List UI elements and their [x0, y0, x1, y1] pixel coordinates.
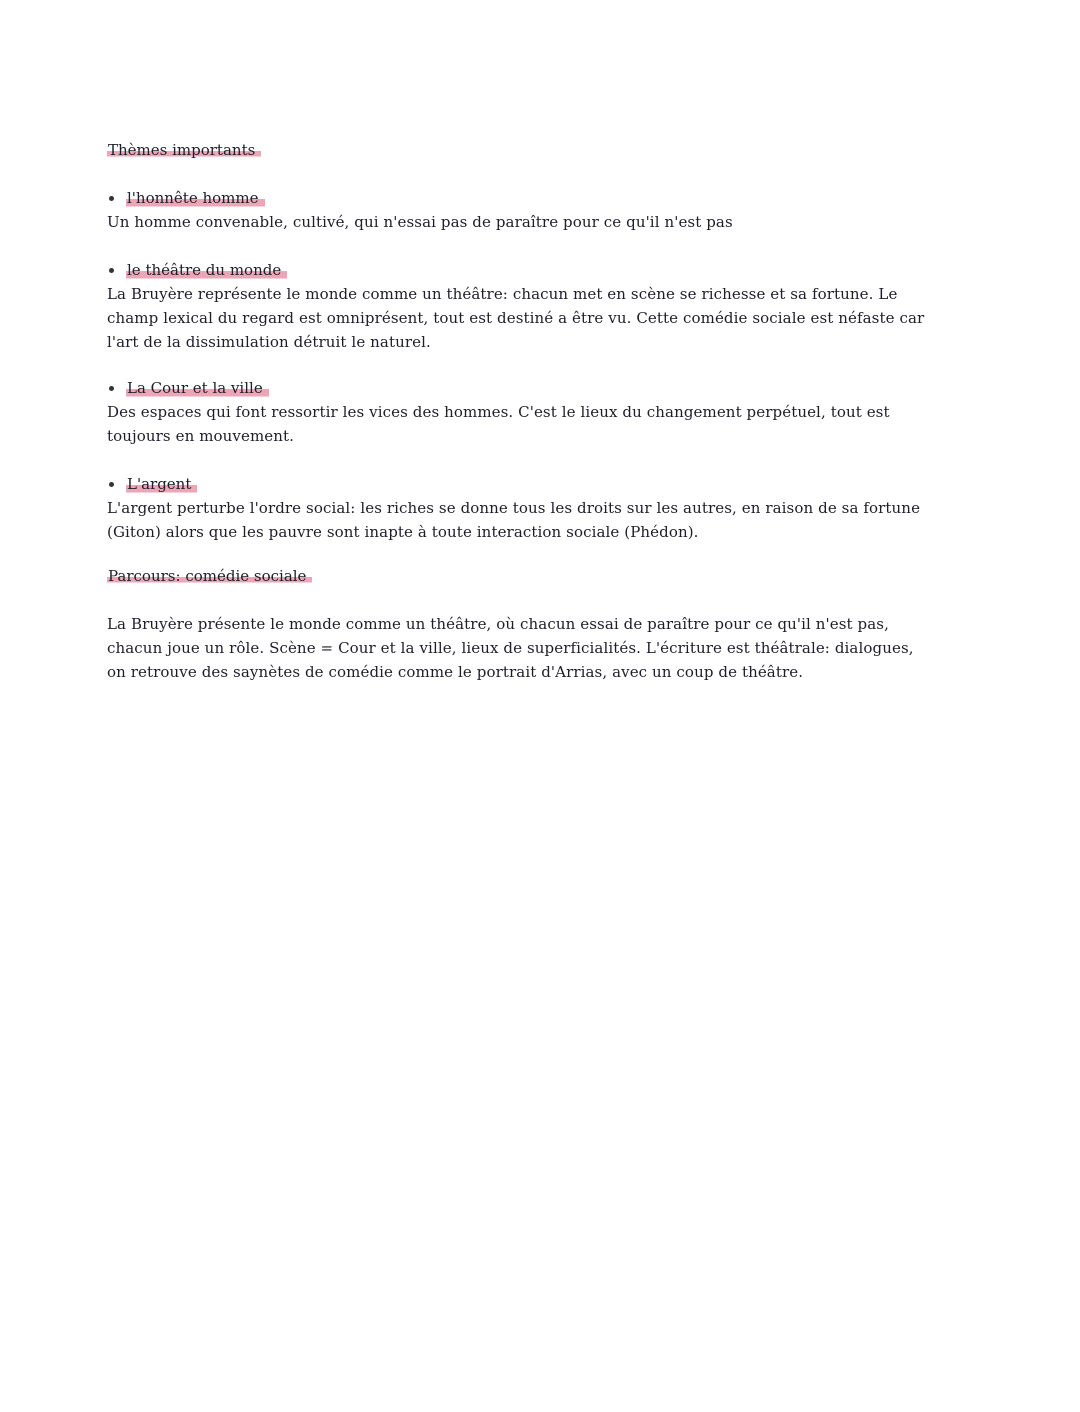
section-line: La Bruyère représente le monde comme un théâtre: chacun met en scène se richesse et sa fortune. Le — [107, 285, 898, 303]
section-heading-argent: L'argent — [107, 472, 987, 496]
document-title — [107, 138, 987, 162]
document-title-text: Thèmes importants — [107, 141, 261, 159]
parcours-heading: Parcours: comédie sociale — [107, 564, 987, 588]
section-line: champ lexical du regard est omniprésent, tout est destiné a être vu. Cette comédie sociale est néfaste car — [107, 309, 925, 327]
section-line: l'art de la dissimulation détruit le naturel. — [107, 333, 431, 351]
section-line: L'argent perturbe l'ordre social: les riches se donne tous les droits sur les autres, en raison de sa fortune — [107, 499, 921, 517]
section-line: Un homme convenable, cultivé, qui n'essai pas de paraître pour ce qu'il n'est pas — [107, 213, 733, 231]
section-line: (Giton) alors que les pauvre sont inapte à toute interaction sociale (Phédon). — [107, 523, 699, 541]
parcours-line: on retrouve des saynètes de comédie comme le portrait d'Arrias, avec un coup de théâtre. — [107, 663, 804, 681]
section-heading-honnete-homme: l'honnête homme — [107, 186, 987, 210]
document-page — [107, 138, 987, 684]
bullet-icon — [109, 482, 114, 487]
bullet-icon — [109, 196, 114, 201]
parcours-line: La Bruyère présente le monde comme un théâtre, où chacun essai de paraître pour ce qu'il n'est pas, — [107, 615, 889, 633]
bullet-icon — [109, 268, 114, 273]
section-line: Des espaces qui font ressortir les vices des hommes. C'est le lieux du changement perpétuel, tout est — [107, 403, 890, 421]
parcours-line: chacun joue un rôle. Scène = Cour et la ville, lieux de superficialités. L'écriture est théâtrale: dialogues, — [107, 639, 914, 657]
section-line: toujours en mouvement. — [107, 427, 295, 445]
section-heading-theatre-du-monde: le théâtre du monde — [107, 258, 987, 282]
bullet-icon — [109, 386, 114, 391]
section-heading-cour-et-ville: La Cour et la ville — [107, 376, 987, 400]
